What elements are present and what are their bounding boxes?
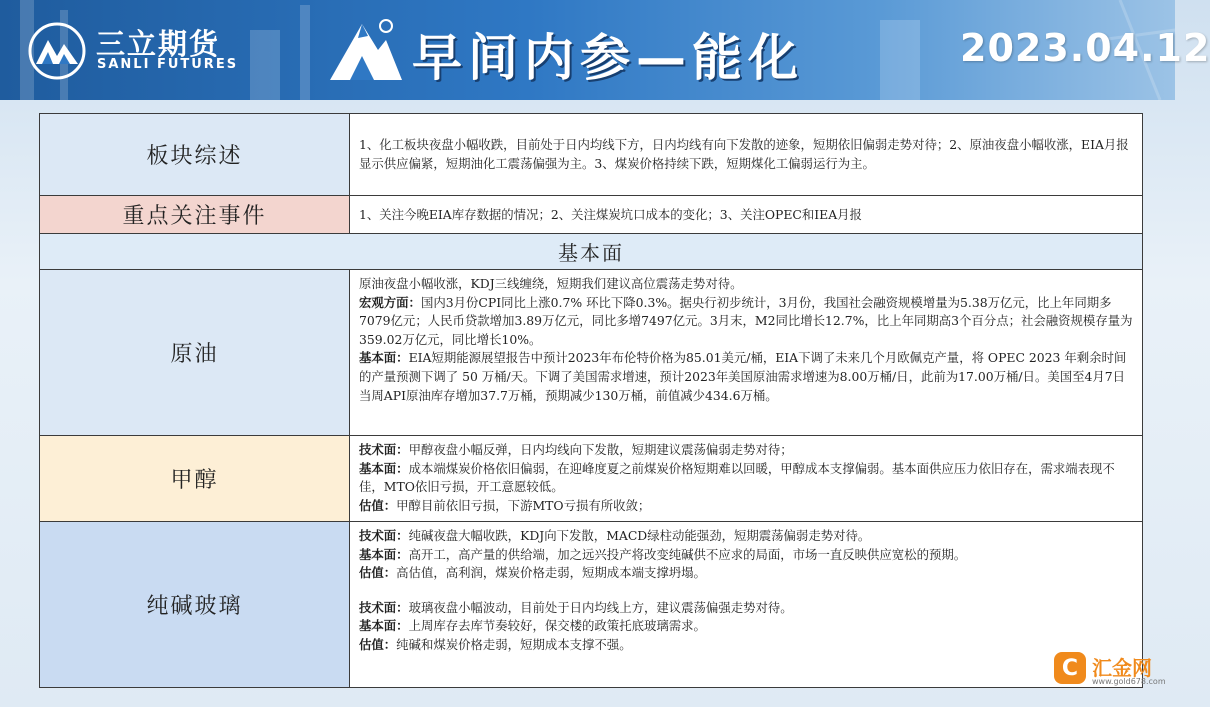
soda-valuation — [359, 564, 1134, 583]
crude-row — [40, 270, 1142, 436]
soda-glass-content — [351, 522, 1142, 687]
valuation-text: 高估值，高利润，煤炭价格走弱，短期成本端支撑坍塌。 — [396, 565, 706, 581]
fundamental-text: 高开工，高产量的供给端，加之远兴投产将改变纯碱供不应求的局面，市场一直反映供应宽松的预期。 — [408, 546, 967, 562]
valuation-key: 估值： — [359, 497, 397, 513]
macro-key: 宏观方面： — [359, 294, 421, 310]
report-date: 2023.04.12 — [960, 26, 1210, 70]
crude-content — [351, 270, 1142, 435]
header-banner — [0, 0, 1210, 100]
fundamental-key: 基本面： — [359, 460, 409, 476]
focus-label: 重点关注事件 — [40, 196, 350, 233]
crude-macro — [359, 294, 1134, 350]
methanol-content — [351, 436, 1142, 521]
methanol-row — [40, 436, 1142, 522]
glass-valuation — [359, 636, 1134, 655]
methanol-technical — [359, 441, 1134, 460]
crude-label: 原油 — [40, 270, 350, 435]
gold678-logo-icon: C — [1054, 652, 1086, 684]
crude-fundamental — [359, 349, 1134, 405]
fundamental-header-row — [40, 234, 1142, 270]
section-gap — [359, 583, 1134, 599]
valuation-text: 纯碱和煤炭价格走弱，短期成本支撑不强。 — [396, 636, 632, 652]
soda-glass-row — [40, 522, 1142, 687]
watermark-name: 汇金网 — [1092, 656, 1152, 680]
focus-row — [40, 196, 1142, 234]
focus-text: 1、关注今晚EIA库存数据的情况；2、关注煤炭坑口成本的变化；3、关注OPEC和IEA月报 — [359, 206, 862, 222]
overview-content — [351, 114, 1142, 195]
methanol-label: 甲醇 — [40, 436, 350, 521]
fundamental-key: 基本面： — [359, 546, 409, 562]
brand-name-en: SANLI FUTURES — [97, 57, 239, 72]
crude-summary: 原油夜盘小幅收涨，KDJ三线缠绕，短期我们建议高位震荡走势对待。 — [359, 276, 743, 291]
glass-fundamental — [359, 617, 1134, 636]
soda-technical — [359, 527, 1134, 546]
macro-text: 国内3月份CPI同比上涨0.7% 环比下降0.3%。据央行初步统计，3月份，我国社会融资规模增量为5.38万亿元，比上年同期多7079亿元；人民币贷款增加3.89万亿元，同比多增7497亿元。3月末，M2同比增长12.7%，比上年同期高3个百分点；社会融资规模存量为359.02万亿元，同比增长10%。 — [359, 294, 1133, 347]
fundamental-text: 成本端煤炭价格依旧偏弱，在迎峰度夏之前煤炭价格短期难以回暖，甲醇成本支撑偏弱。基本面供应压力依旧存在，需求端表现不佳，MTO依旧亏损，开工意愿较低。 — [359, 460, 1115, 495]
valuation-key: 估值： — [359, 636, 397, 652]
fundamental-key: 基本面： — [359, 618, 409, 634]
technical-text: 玻璃夜盘小幅波动，目前处于日内均线上方，建议震荡偏强走势对待。 — [408, 599, 793, 615]
overview-row — [40, 114, 1142, 196]
technical-text: 纯碱夜盘大幅收跌，KDJ向下发散，MACD绿柱动能强劲，短期震荡偏弱走势对待。 — [408, 528, 871, 543]
methanol-fundamental — [359, 460, 1134, 497]
sanli-logo-icon — [26, 22, 88, 80]
technical-text: 甲醇夜盘小幅反弹，日内均线向下发散，短期建议震荡偏弱走势对待； — [408, 442, 793, 457]
technical-key: 技术面： — [359, 599, 409, 615]
methanol-valuation — [359, 497, 1134, 516]
technical-key: 技术面： — [359, 528, 409, 543]
fundamental-text: 上周库存去库节奏较好，保交楼的政策托底玻璃需求。 — [408, 618, 706, 634]
soda-fundamental — [359, 546, 1134, 565]
watermark — [1052, 650, 1166, 690]
mountain-icon — [328, 16, 404, 82]
brand-name-cn: 三立期货 — [96, 27, 221, 61]
overview-label: 板块综述 — [40, 114, 350, 195]
report-table — [39, 113, 1143, 688]
watermark-url: www.gold678.com — [1092, 677, 1166, 686]
fundamental-header: 基本面 — [40, 234, 1142, 269]
overview-text: 1、化工板块夜盘小幅收跌，目前处于日内均线下方，日内均线有向下发散的迹象，短期依旧偏弱走势对待；2、原油夜盘小幅收涨，EIA月报显示供应偏紧，短期油化工震荡偏强为主。3、煤炭价格持续下跌，短期煤化工偏弱运行为主。 — [359, 137, 1129, 171]
fundamental-key: 基本面： — [359, 350, 409, 366]
technical-key: 技术面： — [359, 442, 409, 457]
fundamental-text: EIA短期能源展望报告中预计2023年布伦特价格为85.01美元/桶，EIA下调了未来几个月欧佩克产量，将 OPEC 2023 年剩余时间的产量预测下调了 50 万桶/天。下调了美国需求增速，预计2023年美国原油需求增速为8.00万桶/日，此前为17.00万桶/日。美国至4月7日当周API原油库存增加37.7万桶，预期减少130万桶，前值减少434.6万桶。 — [359, 350, 1127, 403]
page-title: 早间内参—能化 — [412, 29, 804, 87]
glass-technical — [359, 599, 1134, 618]
soda-glass-label: 纯碱玻璃 — [40, 522, 350, 687]
valuation-key: 估值： — [359, 565, 397, 581]
valuation-text: 甲醇目前依旧亏损，下游MTO亏损有所收敛； — [396, 497, 651, 513]
focus-content — [351, 196, 1142, 233]
